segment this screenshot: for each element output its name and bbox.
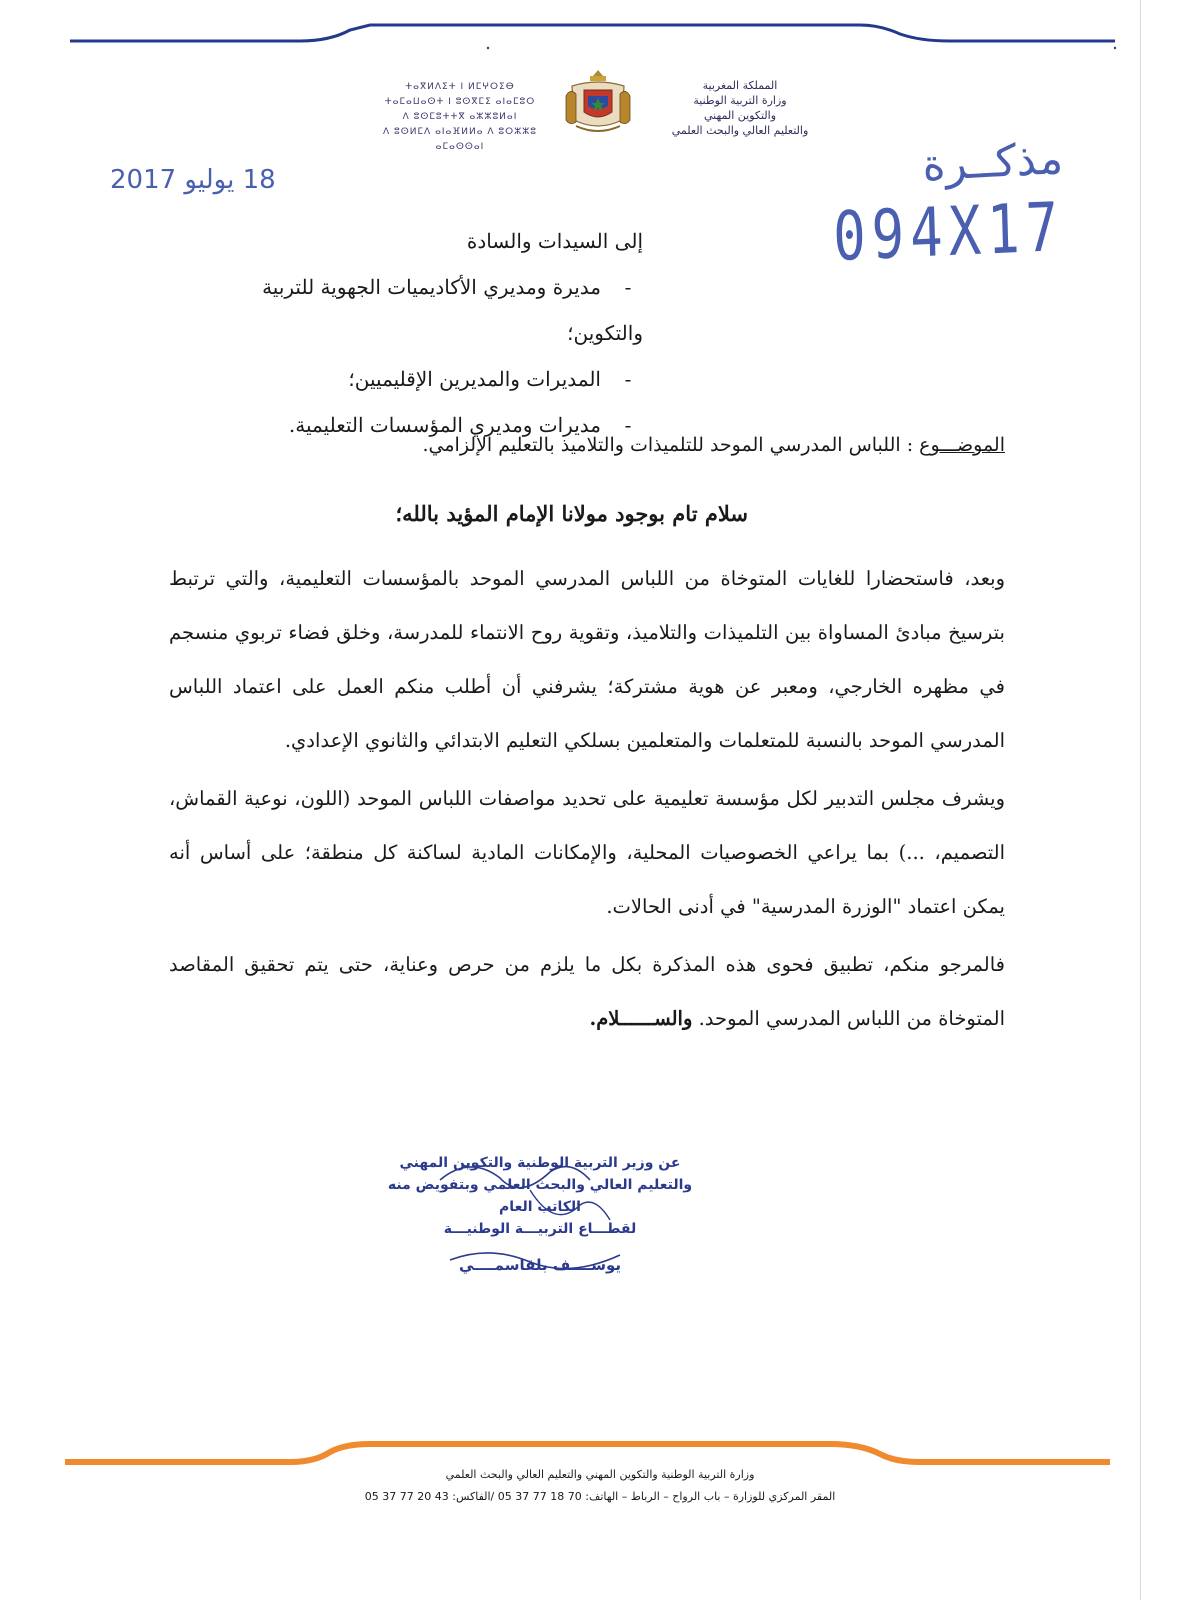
header-arabic-line: المملكة المغربية bbox=[702, 79, 778, 92]
greeting: سلام تام بوجود مولانا الإمام المؤيد بالله؛ bbox=[395, 501, 748, 526]
body-paragraph-3-text: فالمرجو منكم، تطبيق فحوى هذه المذكرة بكل ما يلزم من حرص وعناية، حتى يتم تحقيق المقاصد المتوخاة من اللباس المدرسي الموحد. bbox=[169, 953, 1005, 1030]
signature-line-1: عن وزير التربية الوطنية والتكوين المهني bbox=[399, 1155, 681, 1171]
header-arabic-line: وزارة التربية الوطنية bbox=[693, 94, 787, 107]
signature-block bbox=[360, 1152, 720, 1276]
header-tifinagh bbox=[360, 80, 560, 155]
body-paragraph-2: ويشرف مجلس التدبير لكل مؤسسة تعليمية على تحديد مواصفات اللباس الموحد (اللون، نوعية القماش، التصميم، ...) بما يراعي الخصوصيات المحلية، والإمكانات المادية لساكنة كل منطقة؛ على أساس أنه يمكن اعتماد "الوزرة المدرسية" في أدنى الحالات. bbox=[169, 787, 1005, 918]
header-tifinagh-line: ⴷ ⵓⵙⵎⵓⵜⵜⴳ ⴰⵣⵣⵓⵍⴰⵏ bbox=[402, 112, 518, 122]
header-arabic-line: والتعليم العالي والبحث العلمي bbox=[671, 124, 809, 137]
addressees-intro: إلى السيدات والسادة bbox=[466, 229, 643, 253]
body-paragraph-1: وبعد، فاستحضارا للغايات المتوخاة من اللباس المدرسي الموحد بالمؤسسات التعليمية، والتي ترتبط بترسيخ مبادئ المساواة بين التلميذات والتلاميذ، وتقوية روح الانتماء للمدرسة، وخلق فضاء تربوي منسجم في مظهره الخارجي، ومعبر عن هوية مشتركة؛ يشرفني أن أطلب منكم العمل على اعتماد اللباس المدرسي الموحد بالنسبة للمتعلمات والمتعلمين بسلكي التعليم الابتدائي والثانوي الإعدادي. bbox=[169, 567, 1005, 752]
header-tifinagh-line: ⴷ ⵓⵙⵍⵎⴷ ⴰⵏⴰⴼⵍⵍⴰ ⴷ ⵓⵔⵣⵣⵓ ⴰⵎⴰⵙⵙⴰⵏ bbox=[383, 127, 537, 152]
footer-ministry: وزارة التربية الوطنية والتكوين المهني والتعليم العالي والبحث العلمي bbox=[445, 1468, 755, 1481]
addressee-text: مديرة ومديري الأكاديميات الجهوية للتربية والتكوين؛ bbox=[262, 275, 643, 345]
date-stamp: 18 يوليو 2017 bbox=[110, 165, 276, 195]
header-arabic-line: والتكوين المهني bbox=[703, 109, 777, 122]
addressees-list bbox=[223, 264, 643, 448]
subject-line bbox=[305, 428, 1005, 462]
addressee-text: المديرات والمديرين الإقليميين؛ bbox=[348, 367, 601, 391]
subject-label: الموضـــوع bbox=[919, 434, 1005, 456]
page-edge bbox=[1140, 0, 1141, 1600]
signatory-name: يوســــف بلقاسمــــي bbox=[458, 1256, 622, 1274]
footer-address bbox=[300, 1464, 900, 1508]
body-paragraph-3 bbox=[169, 938, 1005, 1046]
coat-of-arms-emblem bbox=[562, 66, 634, 138]
addressee-item bbox=[223, 264, 643, 356]
header-divider-line bbox=[0, 0, 1203, 60]
addressee-item bbox=[223, 356, 643, 402]
addressees-block bbox=[223, 218, 643, 448]
subject-separator: : bbox=[900, 434, 920, 456]
signature-line-4: لقطـــاع التربيـــة الوطنيـــة bbox=[443, 1221, 637, 1237]
signature-line-2: والتعليم العالي والبحث العلمي وبتفويض منه bbox=[387, 1177, 693, 1193]
subject-text: اللباس المدرسي الموحد للتلميذات والتلاميذ بالتعليم الإلزامي. bbox=[422, 434, 901, 456]
footer-contact: المقر المركزي للوزارة – باب الرواح – الرباط – الهاتف: 70 18 77 37 05 /الفاكس: 43 20 77 37 05 bbox=[364, 1490, 836, 1503]
memo-label: مذكــرة bbox=[920, 132, 1065, 192]
header-tifinagh-line: ⵜⴰⵎⴰⵡⴰⵙⵜ ⵏ ⵓⵙⴳⵎⵉ ⴰⵏⴰⵎⵓⵔ bbox=[384, 97, 536, 107]
memo-stamp bbox=[831, 132, 1066, 277]
header-tifinagh-line: ⵜⴰⴳⵍⴷⵉⵜ ⵏ ⵍⵎⵖⵔⵉⴱ bbox=[405, 82, 515, 92]
closing-salutation: والســــــلام. bbox=[589, 1007, 693, 1030]
signature-line-3: الكاتب العام bbox=[499, 1199, 581, 1215]
memo-number: 094X17 bbox=[831, 187, 1066, 277]
header-arabic bbox=[640, 78, 840, 138]
addressee-text: مديرات ومديري المؤسسات التعليمية. bbox=[288, 413, 601, 437]
